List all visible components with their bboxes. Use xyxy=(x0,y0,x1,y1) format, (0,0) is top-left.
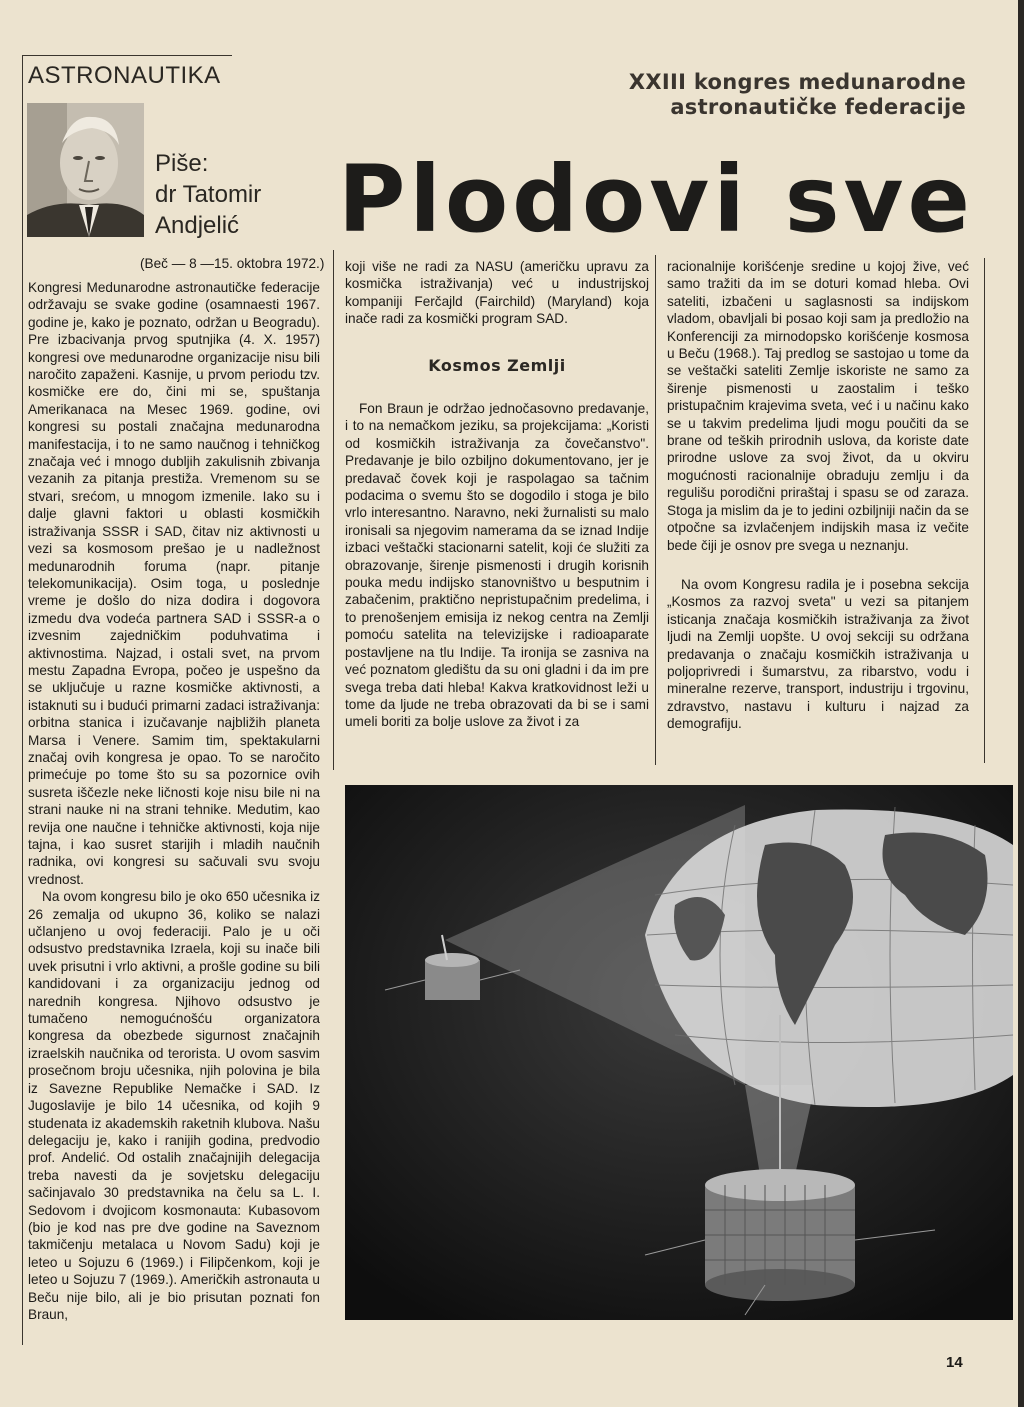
paragraph: Na ovom kongresu bilo je oko 650 učesnika iz 26 zemalja od ukupno 36, koliko se nalazi učlanjeno u ovoj federaciji. Palo je u oči odsustvo predstavnika Izraela, koji su inače bili uvek prisutni i vrlo aktivni, a prošle godine su bili kandidovani i za organizaciju jednog od narednih kongresa. Njihovo odsustvo je tumačeno nemogućnošću organizatora kongresa da obezbede sigurnost značajnih izraelskih naučnika od terorista. U ovom sasvim prosečnom broju učesnika, njih polovina je bila iz Savezne Republike Nemačke i SAD. Iz Jugoslavije je bilo 14 učesnika, od kojih 9 studenata iz akademskih raketnih klubova. Našu delegaciju je, kako i ranijih godina, predvodio prof. Andelić. Od ostalih značajnijih delegacija treba navesti da je sovjetsku delegaciju sačinjavalo 30 predstavnika na čelu sa L. I. Sedovom i dvojicom kosmonauta: Kubasovom (bio je kod nas pre dve godine na Saveznom takmičenju metalaca u Novom Sadu) koji je leteo u Sojuzu 6 (1969.) i Filipčenkom, koji je leteo u Sojuzu 7 (1969.). Američkih astronauta u Beču nije bilo, ali je bio prisutan poznati fon Braun, xyxy=(28,889,320,1322)
column-rule-2 xyxy=(655,255,656,765)
header-rule xyxy=(22,55,232,56)
kicker xyxy=(629,70,966,120)
byline-line: Andjelić xyxy=(155,212,240,239)
kicker-line: XXIII kongres medunarodne xyxy=(628,70,966,94)
satellite-illustration xyxy=(345,785,1013,1320)
dateline: (Beč — 8 —15. oktobra 1972.) xyxy=(140,256,325,271)
page-number: 14 xyxy=(946,1354,963,1371)
section-label: ASTRONAUTIKA xyxy=(28,62,221,89)
paragraph: racionalnije korišćenje sredine u kojoj žive, već samo tražiti da im se doturi komad hleba. Ovi sateliti, izbačeni u saglasnosti sa indijskom vladom, obavljali bi posao koji sam ja predložio na Konferenciji za mirnodopsko korišćenje kosmosa u Beču (1968.). Taj predlog se sastojao u tome da se veštački sateliti Zemlje iskoriste ne samo za širenje pismenosti u zaostalim i teško pristupačnim krajevima sveta, već i u načinu kako se u takvim predelima ljudi mogu poučiti da se brane od teških prirodnih uslova, da koriste date prirodne uslove za svoj život, da u okviru mogućnosti racionalnije obraduju zemlju i da regulišu porodični priraštaj i spasu se od zaraza. Stoga ja mislim da je to jedini ozbiljniji način da se otpočne sa izvlačenjem indijskih masa iz večite bede čiji je osnov pre svega u neznanju. xyxy=(667,259,969,553)
article-column-2 xyxy=(345,400,649,731)
paragraph: Kongresi Medunarodne astronautičke federacije održavaju se svake godine (osamnaesti 1967. godine je, kako je poznato, održan u Beogradu). Pre izbacivanja prvog sputnjika (4. X. 1957) kongresi ove medunarodne organizacije nisu bili naročito zapaženi. Kasnije, u prvom periodu tzv. kosmičke ere do, čini mi se, spuštanja Amerikanaca na Mesec 1969. godine, ovi kongresi su postali značajna medunarodna manifestacija, i to ne samo naučnog i tehničkog značaja već i mnogo dubljih zakulisnih zbivanja vezanih za pitanja prestiža. Vremenom su se stvari, srećom, u mnogom izmenile. Iako su i dalje glavni faktori u oblasti kosmičkih istraživanja SSSR i SAD, čitav niz aktivnosti u vezi sa kosmosom prešao je u nadležnost medunarodnih foruma (napr. pitanje telekomunikacija). Osim toga, u poslednje vreme je došlo do niza dodira i dogovora izmedu dva vodeća partnera SAD i SSSR-a o izvesnim zajedničkim poduhvatima i aktivnostima. Najzad, i ostali svet, na prvom mestu Zapadna Evropa, počeo je uspešno da se uključuje u razne kosmičke aktivnosti, a istaknuti su i budući primarni zadaci istraživanja: orbitna stanica i izučavanje najbližih planeta Marsa i Venere. Samim tim, spektakularni značaj ovih kongresa je opao. To se naročito primećuje po tome što su sa pozornice ovih susreta iščezle neke ličnosti koje nisu bile ni na strani nauke ni na strani tehnike. Medutim, kao revija one naučne i tehničke aktivnosti, koja nije tajna, i kao susret starijih i mladih naučnih radnika, ovi kongresi su sačuvali svu svoju vrednost. xyxy=(28,280,320,887)
paragraph: koji više ne radi za NASU (američku upravu za kosmička istraživanja) već u industrijskoj kompaniji Ferčajld (Fairchild) (Maryland) koja inače radi za kosmički program SAD. xyxy=(345,259,649,327)
paragraph: Na ovom Kongresu radila je i posebna sekcija „Kosmos za razvoj sveta" u vezi sa pitanjem isticanja značaja kosmičkih istraživanja za život ljudi na Zemlji uopšte. U ovoj sekciji su održana predavanja o značaju kosmičkih istraživanja u poljoprivredi i šumarstvu, za ribarstvo, vodu i mineralne rezerve, transport, industriju i trgovinu, zdravstvo, nastavu i kulturu i najzad za demografiju. xyxy=(667,576,969,732)
subheading: Kosmos Zemlji xyxy=(428,356,566,375)
article-column-1 xyxy=(28,279,320,1323)
article-column-2-top xyxy=(345,258,649,328)
column-rule-1 xyxy=(333,250,334,770)
column-rule-left xyxy=(22,55,23,1345)
byline-line: Piše: xyxy=(155,150,209,177)
kicker-line: astronautičke federacije xyxy=(670,95,966,119)
article-column-3 xyxy=(667,258,969,733)
author-byline xyxy=(155,148,261,241)
author-portrait xyxy=(27,103,144,237)
column-rule-3 xyxy=(984,258,985,763)
paragraph: Fon Braun je održao jednočasovno predavanje, i to na nemačkom jeziku, sa projekcijama: „Koristi od kosmičkih istraživanja za čovečanstvo". Predavanje je bilo ozbiljno dokumentovano, jer je predavač čovek koji je raspolagao sa tačnim podacima o svemu što se dogodilo i stoga je bilo vrlo interesantno. Naravno, neki žurnalisti su malo ironisali sa njegovim namerama da se iznad Indije izbaci veštački stacionarni satelit, koji će služiti za obrazovanje, širenje pismenosti i drugih korisnih pouka medu indijsko stanovništvo u besputnim i zabačenim, praktično nepristupačnim predelima, i to prenošenjem emisija iz nekog centra na Zemlji pomoću satelita na televizijske i radioaparate postavljene na tlu Indije. Ta ironija se zasniva na već poznatom gledištu da su oni gladni i da im pre svega treba dati hleba! Kakva kratkovidnost leži u tome da ljude ne treba obrazovati da bi se i sami umeli boriti za bolje uslove za život i za xyxy=(345,401,649,730)
binding-edge xyxy=(1018,0,1024,1407)
byline-line: dr Tatomir xyxy=(155,181,262,208)
headline: Plodovi sve xyxy=(338,150,974,250)
